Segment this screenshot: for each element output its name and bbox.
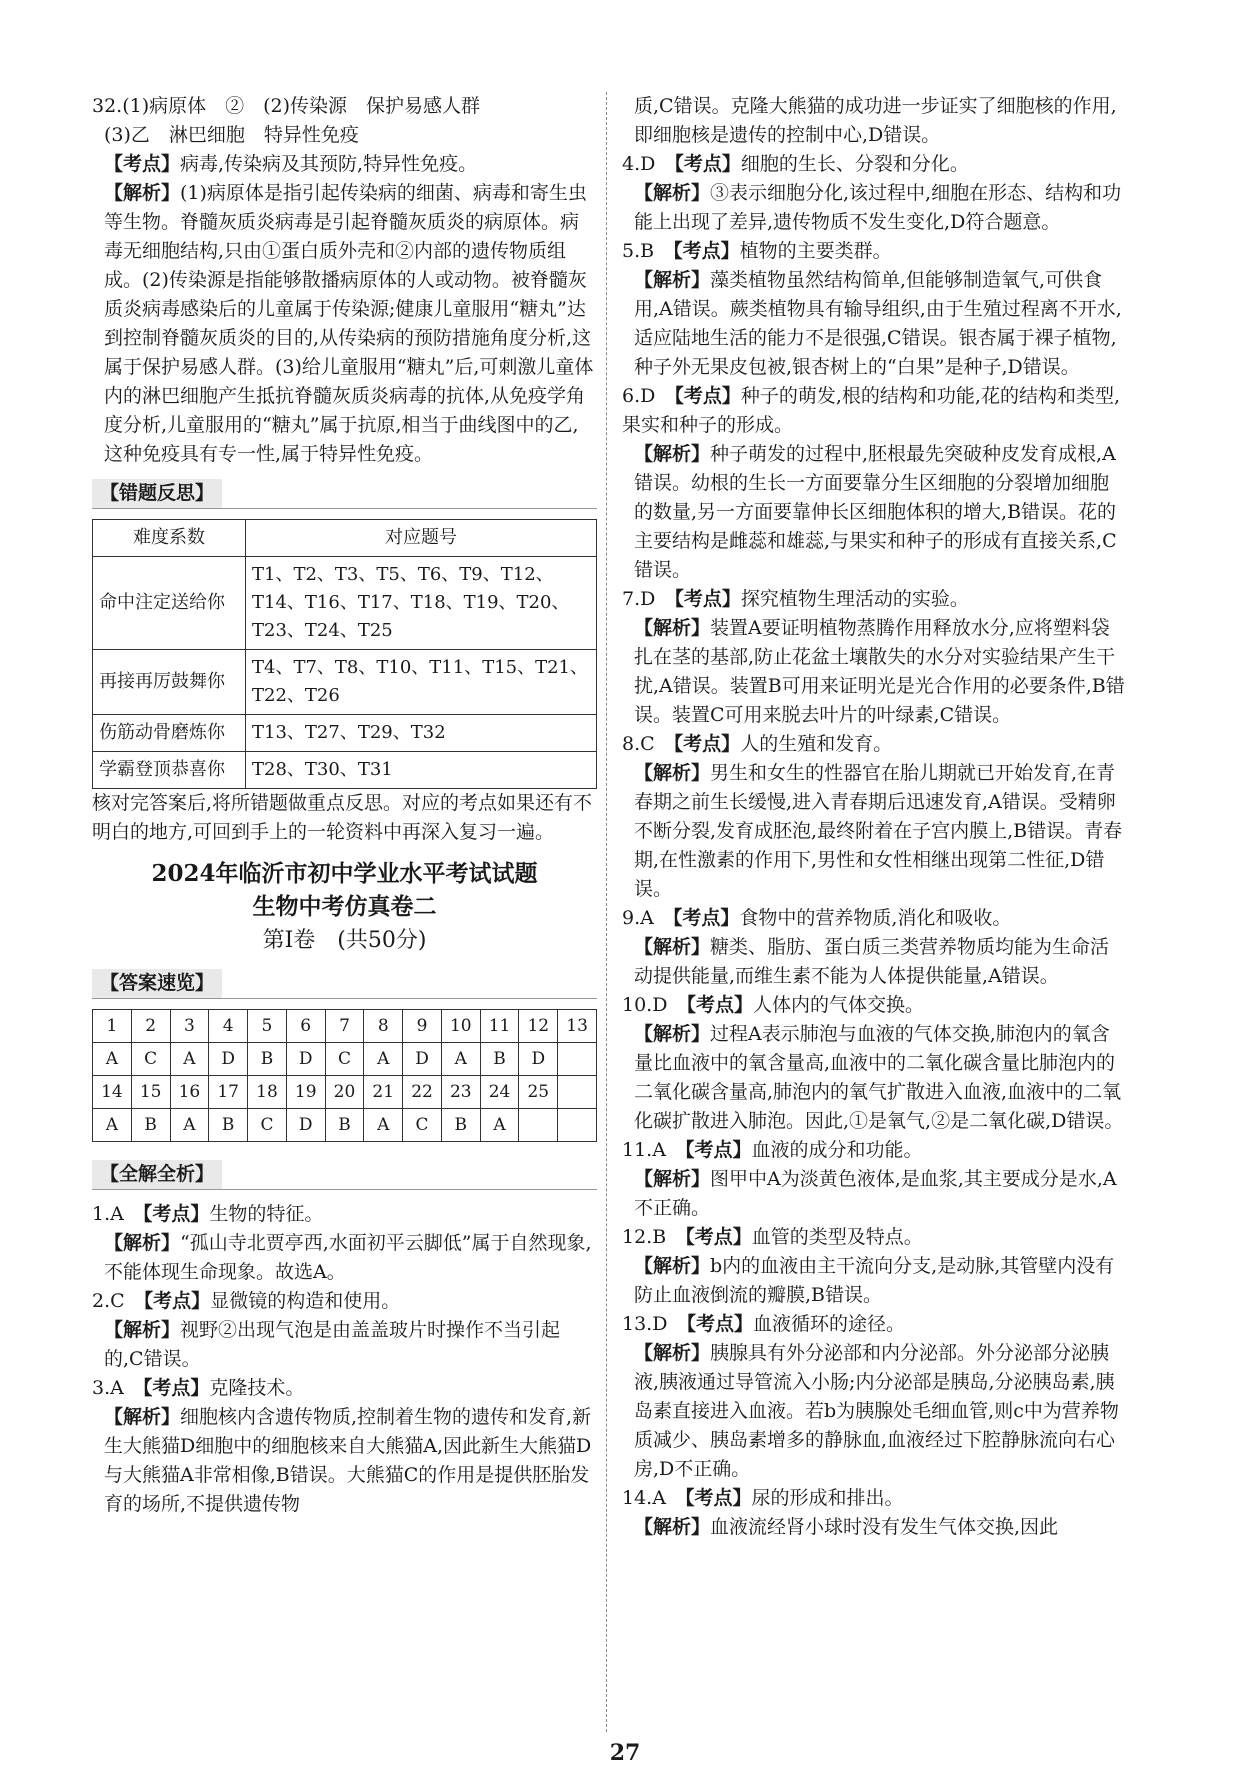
kaodian-text: 人的生殖和发育。 xyxy=(740,733,893,755)
table-row xyxy=(93,1076,597,1109)
answer-number-cell: 8 xyxy=(364,1010,403,1043)
answer-letter-cell: A xyxy=(93,1043,132,1076)
kaodian-tag: 【考点】 xyxy=(142,1377,210,1399)
jiexi-text: 过程A表示肺泡与血液的气体交换,肺泡内的氧含量比血液中的氧含量高,血液中的二氧化碳含量比肺泡内的二氧化碳含量高,肺泡内的氧气扩散进入血液,血液中的二氧化碳扩散进入肺泡。因此,①是氧气,②是二氧化碳,D错误。 xyxy=(634,1023,1124,1132)
jiexi-tag: 【解析】 xyxy=(634,269,711,291)
q-head: 8.C xyxy=(622,733,674,755)
jiexi-text: “孤山寺北贾亭西,水面初平云脚低”属于自然现象,不能体现生命现象。故选A。 xyxy=(104,1232,592,1283)
q-head: 3.A xyxy=(92,1377,143,1399)
answers-section-header xyxy=(92,959,597,999)
kaodian-tag: 【考点】 xyxy=(686,994,753,1016)
jiexi-tag: 【解析】 xyxy=(634,1023,711,1045)
answer-number-cell: 14 xyxy=(93,1076,132,1109)
kaodian-text: 显微镜的构造和使用。 xyxy=(210,1290,401,1312)
jiexi-tag: 【解析】 xyxy=(104,1406,181,1428)
q13-answer xyxy=(622,1310,1127,1339)
answer-number-cell: 1 xyxy=(93,1010,132,1043)
jiexi-tag: 【解析】 xyxy=(634,1516,711,1538)
kaodian-text: 种子的萌发,根的结构和功能,花的结构和类型,果实和种子的形成。 xyxy=(622,385,1121,436)
answer-letter-cell: C xyxy=(248,1109,287,1142)
difficulty-cell: 学霸登顶恭喜你 xyxy=(93,752,246,789)
q10-jiexi xyxy=(622,1020,1127,1136)
jiexi-text: 藻类植物虽然结构简单,但能够制造氧气,可供食用,A错误。蕨类植物具有输导组织,由于生殖过程离不开水,适应陆地生活的能力不是很强,C错误。银杏属于裸子植物,种子外无果皮包被,银杏树上的“白果”是种子,D错误。 xyxy=(634,269,1122,378)
answer-letter-cell: A xyxy=(170,1109,209,1142)
jiexi-text: (1)病原体是指引起传染病的细菌、病毒和寄生虫等生物。脊髓灰质炎病毒是引起脊髓灰质炎的病原体。病毒无细胞结构,只由①蛋白质外壳和②内部的遗传物质组成。(2)传染源是指能够散播病原体的人或动物。被脊髓灰质炎病毒感染后的儿童属于传染源;健康儿童服用“糖丸”达到控制脊髓灰质炎的目的,从传染病的预防措施角度分析,这属于保护易感人群。(3)给儿童服用“糖丸”后,可刺激儿童体内的淋巴细胞产生抵抗脊髓灰质炎病毒的抗体,从免疫学角度分析,儿童服用的“糖丸”属于抗原,相当于曲线图中的乙,这种免疫具有专一性,属于特异性免疫。 xyxy=(104,182,594,465)
table-row xyxy=(93,650,597,715)
q4-answer xyxy=(622,150,1127,179)
answer-letter-cell: A xyxy=(170,1043,209,1076)
jiexi-text: ③表示细胞分化,该过程中,细胞在形态、结构和功能上出现了差异,遗传物质不发生变化,D符合题意。 xyxy=(634,182,1122,233)
jiexi-tag: 【解析】 xyxy=(634,762,711,784)
kaodian-tag: 【考点】 xyxy=(686,1313,753,1335)
answer-letter-cell: C xyxy=(403,1109,442,1142)
q6-jiexi xyxy=(622,440,1127,585)
answer-letter-cell xyxy=(519,1109,558,1142)
q-head: 1.A xyxy=(92,1203,143,1225)
q6-answer xyxy=(622,382,1127,440)
answer-number-cell: 9 xyxy=(403,1010,442,1043)
jiexi-text: 血液流经肾小球时没有发生气体交换,因此 xyxy=(710,1516,1059,1538)
right-column xyxy=(622,92,1127,1542)
q8-jiexi xyxy=(622,759,1127,904)
answer-letter-cell: D xyxy=(286,1109,325,1142)
q12-answer xyxy=(622,1223,1127,1252)
answer-letter-cell: B xyxy=(441,1109,480,1142)
jiexi-tag: 【解析】 xyxy=(634,617,711,639)
jiexi-tag: 【解析】 xyxy=(634,182,711,204)
jiexi-text: 男生和女生的性器官在胎儿期就已开始发育,在青春期之前生长缓慢,进入青春期后迅速发育,A错误。受精卵不断分裂,发育成胚泡,最终附着在子宫内膜上,B错误。青春期,在性激素的作用下,男性和女性相继出现第二性征,D错误。 xyxy=(634,762,1123,900)
jiexi-tag: 【解析】 xyxy=(104,1232,181,1254)
q5-answer xyxy=(622,237,1127,266)
reflect-table-header xyxy=(93,520,597,557)
answer-number-cell: 6 xyxy=(286,1010,325,1043)
answer-table xyxy=(92,1009,597,1142)
kaodian-tag: 【考点】 xyxy=(684,1487,752,1509)
answer-letter-cell xyxy=(558,1043,597,1076)
table-row xyxy=(93,715,597,752)
q12-jiexi xyxy=(622,1252,1127,1310)
answer-number-cell: 2 xyxy=(131,1010,170,1043)
answer-letter-cell: A xyxy=(441,1043,480,1076)
answer-number-cell: 12 xyxy=(519,1010,558,1043)
jiexi-text: 装置A要证明植物蒸腾作用释放水分,应将塑料袋扎在茎的基部,防止花盆土壤散失的水分对实验结果产生干扰,A错误。装置B可用来证明光是光合作用的必要条件,B错误。装置C可用来脱去叶片的叶绿素,C错误。 xyxy=(634,617,1125,726)
answer-number-cell: 7 xyxy=(325,1010,364,1043)
kaodian-tag: 【考点】 xyxy=(674,153,741,175)
answer-number-cell: 18 xyxy=(248,1076,287,1109)
q1-answer xyxy=(92,1200,597,1229)
q4-jiexi xyxy=(622,179,1127,237)
reflect-note: 核对完答案后,将所错题做重点反思。对应的考点如果还有不明白的地方,可回到手上的一轮资料中再深入复习一遍。 xyxy=(92,792,593,843)
answer-number-cell: 15 xyxy=(131,1076,170,1109)
q32-jiexi xyxy=(92,179,597,469)
q11-jiexi xyxy=(622,1165,1127,1223)
answer-letter-cell: A xyxy=(93,1109,132,1142)
exam-subtitle: 生物中考仿真卷二 xyxy=(252,893,437,920)
kaodian-text: 尿的形成和排出。 xyxy=(751,1487,904,1509)
difficulty-cell: 伤筋动骨磨炼你 xyxy=(93,715,246,752)
table-row xyxy=(93,1043,597,1076)
q3-jiexi xyxy=(92,1403,597,1519)
answer-number-cell: 11 xyxy=(480,1010,519,1043)
answer-number-cell: 10 xyxy=(441,1010,480,1043)
kaodian-tag: 【考点】 xyxy=(674,588,741,610)
answer-number-cell: 20 xyxy=(325,1076,364,1109)
answer-letter-cell: B xyxy=(248,1043,287,1076)
q11-answer xyxy=(622,1136,1127,1165)
q14-jiexi xyxy=(622,1513,1127,1542)
q-head: 4.D xyxy=(622,153,675,175)
answer-letter-cell: D xyxy=(286,1043,325,1076)
kaodian-tag: 【考点】 xyxy=(684,1139,752,1161)
answer-number-cell: 21 xyxy=(364,1076,403,1109)
q2-jiexi xyxy=(92,1316,597,1374)
q32-answer-line1: 32.(1)病原体 ② (2)传染源 保护易感人群 xyxy=(92,95,481,117)
kaodian-text: 克隆技术。 xyxy=(209,1377,305,1399)
answer-letter-cell: A xyxy=(364,1043,403,1076)
section-title: 第Ⅰ卷 (共50分) xyxy=(262,928,427,953)
questions-cell: T1、T2、T3、T5、T6、T9、T12、T14、T16、T17、T18、T19、T20、T23、T24、T25 xyxy=(246,557,597,650)
kaodian-tag: 【考点】 xyxy=(143,1290,211,1312)
table-row xyxy=(93,752,597,789)
table-row xyxy=(93,1109,597,1142)
q2-answer xyxy=(92,1287,597,1316)
q14-answer xyxy=(622,1484,1127,1513)
jiexi-text: 细胞核内含遗传物质,控制着生物的遗传和发育,新生大熊猫D细胞中的细胞核来自大熊猫A,因此新生大熊猫D与大熊猫A非常相像,B错误。大熊猫C的作用是提供胚胎发育的场所,不提供遗传物 xyxy=(104,1406,592,1515)
jiexi-tag: 【解析】 xyxy=(104,1319,181,1341)
answer-letter-cell: C xyxy=(325,1043,364,1076)
answer-letter-cell xyxy=(558,1109,597,1142)
header-questions: 对应题号 xyxy=(246,520,597,557)
jiexi-tag: 【解析】 xyxy=(634,1342,711,1364)
q13-jiexi xyxy=(622,1339,1127,1484)
q-head: 12.B xyxy=(622,1226,686,1248)
answer-number-cell xyxy=(558,1076,597,1109)
answer-letter-cell: B xyxy=(480,1043,519,1076)
difficulty-cell: 再接再厉鼓舞你 xyxy=(93,650,246,715)
jiexi-text: b内的血液由主干流向分支,是动脉,其管壁内没有防止血液倒流的瓣膜,B错误。 xyxy=(634,1255,1115,1306)
header-difficulty: 难度系数 xyxy=(93,520,246,557)
kaodian-text: 病毒,传染病及其预防,特异性免疫。 xyxy=(180,153,478,175)
answer-number-cell: 24 xyxy=(480,1076,519,1109)
answer-letter-cell: D xyxy=(519,1043,558,1076)
answer-number-cell: 16 xyxy=(170,1076,209,1109)
kaodian-text: 血液循环的途径。 xyxy=(752,1313,905,1335)
q-head: 7.D xyxy=(622,588,675,610)
q9-answer xyxy=(622,904,1127,933)
kaodian-text: 植物的主要类群。 xyxy=(739,240,892,262)
table-row xyxy=(93,557,597,650)
q32-answer-line2: (3)乙 淋巴细胞 特异性免疫 xyxy=(104,124,359,146)
answer-letter-cell: D xyxy=(209,1043,248,1076)
jiexi-tag: 【解析】 xyxy=(634,443,711,465)
column-divider xyxy=(606,92,607,1732)
q-head: 13.D xyxy=(622,1313,687,1335)
q-head: 2.C xyxy=(92,1290,144,1312)
questions-cell: T13、T27、T29、T32 xyxy=(246,715,597,752)
q-head: 6.D xyxy=(622,385,675,407)
questions-cell: T28、T30、T31 xyxy=(246,752,597,789)
q32-kaodian xyxy=(92,150,597,179)
q8-answer xyxy=(622,730,1127,759)
kaodian-text: 细胞的生长、分裂和分化。 xyxy=(740,153,969,175)
reflect-section-header xyxy=(92,469,597,509)
jiexi-text: 种子萌发的过程中,胚根最先突破种皮发育成根,A错误。幼根的生长一方面要靠分生区细胞的分裂增加细胞的数量,另一方面要靠伸长区细胞体积的增大,B错误。花的主要结构是雌蕊和雄蕊,与果实和种子的形成有直接关系,C错误。 xyxy=(634,443,1117,581)
kaodian-text: 血液的成分和功能。 xyxy=(751,1139,923,1161)
jiexi-tag: 【解析】 xyxy=(104,182,181,204)
jiexi-tag: 【解析】 xyxy=(634,1255,711,1277)
q-head: 10.D xyxy=(622,994,687,1016)
q-head: 14.A xyxy=(622,1487,685,1509)
q-head: 9.A xyxy=(622,907,673,929)
table-row xyxy=(93,1010,597,1043)
jiexi-text: 胰腺具有外分泌部和内分泌部。外分泌部分泌胰液,胰液通过导管流入小肠;内分泌部是胰岛,分泌胰岛素,胰岛素直接进入血液。若b为胰腺处毛细血管,则c中为营养物质减少、胰岛素增多的静脉血,血液经过下腔静脉流向右心房,D不正确。 xyxy=(634,1342,1119,1480)
kaodian-text: 血管的类型及特点。 xyxy=(751,1226,923,1248)
kaodian-tag: 【考点】 xyxy=(673,240,740,262)
answer-number-cell: 3 xyxy=(170,1010,209,1043)
kaodian-tag: 【考点】 xyxy=(685,1226,752,1248)
q-head: 5.B xyxy=(622,240,674,262)
answer-number-cell: 23 xyxy=(441,1076,480,1109)
answer-number-cell: 13 xyxy=(558,1010,597,1043)
q3-continuation: 质,C错误。克隆大熊猫的成功进一步证实了细胞核的作用,即细胞核是遗传的控制中心,D错误。 xyxy=(634,95,1117,146)
answer-number-cell: 4 xyxy=(209,1010,248,1043)
answer-number-cell: 19 xyxy=(286,1076,325,1109)
exam-title: 2024年临沂市初中学业水平考试试题 xyxy=(151,860,538,887)
full-analysis-title: 【全解全析】 xyxy=(92,1160,222,1189)
kaodian-tag: 【考点】 xyxy=(104,153,181,175)
answers-title: 【答案速览】 xyxy=(92,969,222,998)
full-analysis-header xyxy=(92,1150,597,1190)
kaodian-text: 人体内的气体交换。 xyxy=(752,994,924,1016)
answer-letter-cell: B xyxy=(131,1109,170,1142)
q3-answer xyxy=(92,1374,597,1403)
kaodian-text: 食物中的营养物质,消化和吸收。 xyxy=(739,907,1012,929)
q5-jiexi xyxy=(622,266,1127,382)
answer-number-cell: 17 xyxy=(209,1076,248,1109)
exam-title-block xyxy=(92,857,597,959)
answer-letter-cell: B xyxy=(209,1109,248,1142)
questions-cell: T4、T7、T8、T10、T11、T15、T21、T22、T26 xyxy=(246,650,597,715)
answer-letter-cell: A xyxy=(480,1109,519,1142)
kaodian-tag: 【考点】 xyxy=(672,907,740,929)
kaodian-text: 探究植物生理活动的实验。 xyxy=(740,588,969,610)
q10-answer xyxy=(622,991,1127,1020)
answer-letter-cell: B xyxy=(325,1109,364,1142)
left-column xyxy=(92,92,597,1519)
q9-jiexi xyxy=(622,933,1127,991)
reflect-title: 【错题反思】 xyxy=(92,479,222,508)
answer-number-cell: 25 xyxy=(519,1076,558,1109)
kaodian-tag: 【考点】 xyxy=(674,385,741,407)
jiexi-text: 糖类、脂肪、蛋白质三类营养物质均能为生命活动提供能量,而维生素不能为人体提供能量,A错误。 xyxy=(634,936,1110,987)
kaodian-text: 生物的特征。 xyxy=(209,1203,324,1225)
q-head: 11.A xyxy=(622,1139,685,1161)
jiexi-tag: 【解析】 xyxy=(634,936,711,958)
answer-number-cell: 22 xyxy=(403,1076,442,1109)
jiexi-tag: 【解析】 xyxy=(634,1168,711,1190)
reflect-table xyxy=(92,519,597,789)
answer-letter-cell: D xyxy=(403,1043,442,1076)
answer-letter-cell: A xyxy=(364,1109,403,1142)
kaodian-tag: 【考点】 xyxy=(142,1203,210,1225)
answer-number-cell: 5 xyxy=(248,1010,287,1043)
page-number: 27 xyxy=(609,1740,641,1766)
jiexi-text: 视野②出现气泡是由盖盖玻片时操作不当引起的,C错误。 xyxy=(104,1319,561,1370)
q1-jiexi xyxy=(92,1229,597,1287)
q7-jiexi xyxy=(622,614,1127,730)
q7-answer xyxy=(622,585,1127,614)
answer-letter-cell: C xyxy=(131,1043,170,1076)
difficulty-cell: 命中注定送给你 xyxy=(93,557,246,650)
kaodian-tag: 【考点】 xyxy=(673,733,741,755)
jiexi-text: 图甲中A为淡黄色液体,是血浆,其主要成分是水,A不正确。 xyxy=(634,1168,1117,1219)
